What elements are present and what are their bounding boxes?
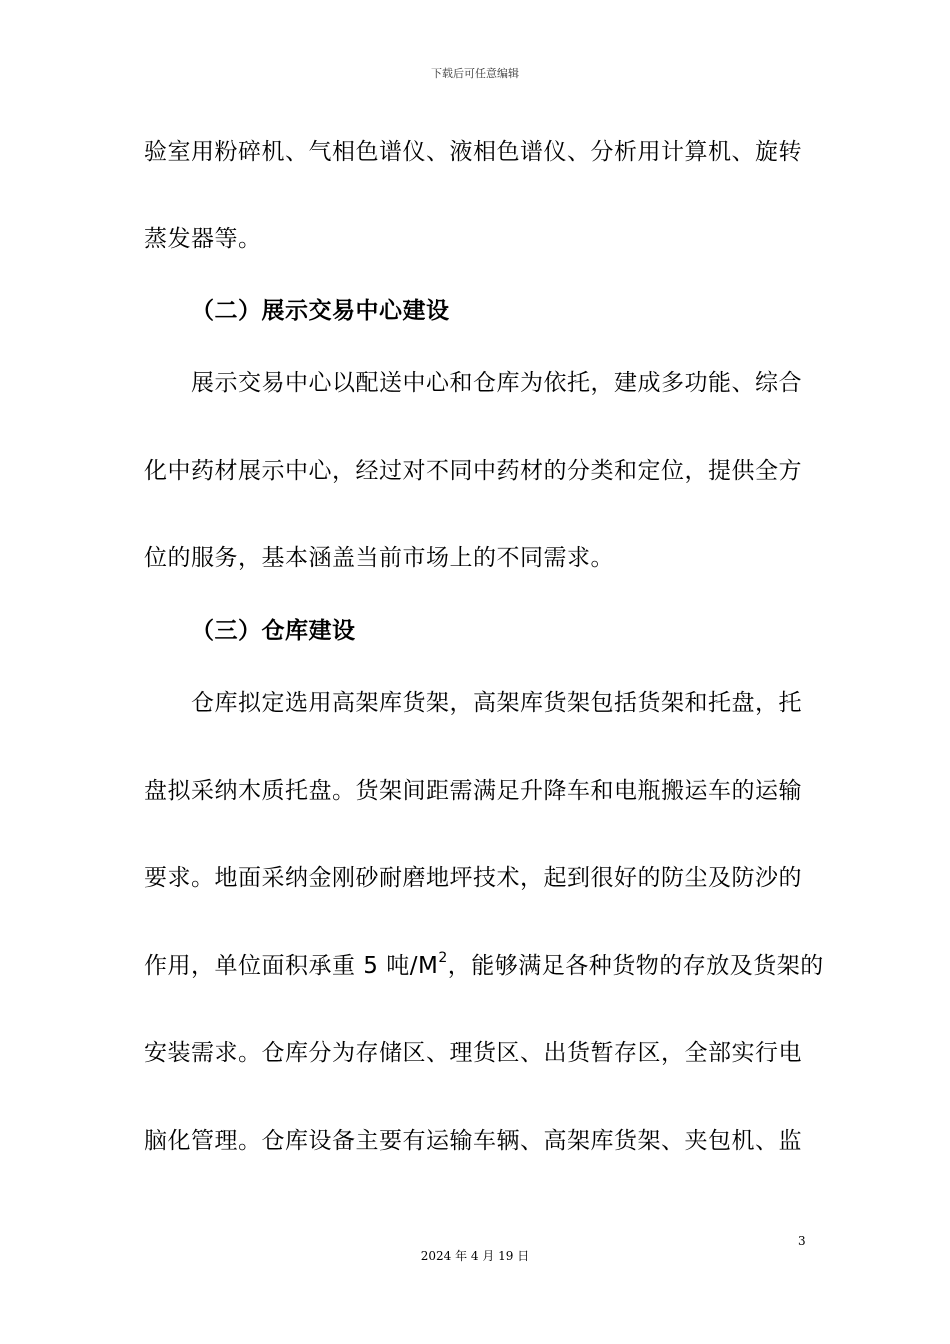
body-line-9-start: 作用，单位面积承重 5 吨/M: [144, 953, 439, 979]
body-line-7: 盘拟采纳木质托盘。货架间距需满足升降车和电瓶搬运车的运输: [144, 778, 802, 804]
body-line-5: 位的服务，基本涵盖当前市场上的不同需求。: [144, 545, 614, 571]
body-line-4: 化中药材展示中心，经过对不同中药材的分类和定位，提供全方: [144, 458, 802, 484]
body-line-10: 安装需求。仓库分为存储区、理货区、出货暂存区，全部实行电: [144, 1040, 802, 1066]
body-line-6: 仓库拟定选用高架库货架，高架库货架包括货架和托盘，托: [191, 690, 802, 716]
body-line-9: [144, 951, 824, 981]
page-number: 3: [798, 1234, 806, 1248]
body-line-9-end: ，能够满足各种货物的存放及货架的: [447, 953, 824, 979]
section-heading-2: （二）展示交易中心建设: [191, 298, 450, 324]
superscript-2: 2: [438, 950, 448, 967]
body-line-11: 脑化管理。仓库设备主要有运输车辆、高架库货架、夹包机、监: [144, 1128, 802, 1154]
body-line-3: 展示交易中心以配送中心和仓库为依托，建成多功能、综合: [191, 370, 802, 396]
page-header: 下载后可任意编辑: [431, 67, 519, 80]
body-line-8: 要求。地面采纳金刚砂耐磨地坪技术，起到很好的防尘及防沙的: [144, 865, 802, 891]
footer-date: 2024 年 4 月 19 日: [420, 1249, 530, 1263]
section-heading-3: （三）仓库建设: [191, 618, 356, 644]
body-line-2: 蒸发器等。: [144, 226, 262, 252]
body-line-1: 验室用粉碎机、气相色谱仪、液相色谱仪、分析用计算机、旋转: [144, 139, 802, 165]
